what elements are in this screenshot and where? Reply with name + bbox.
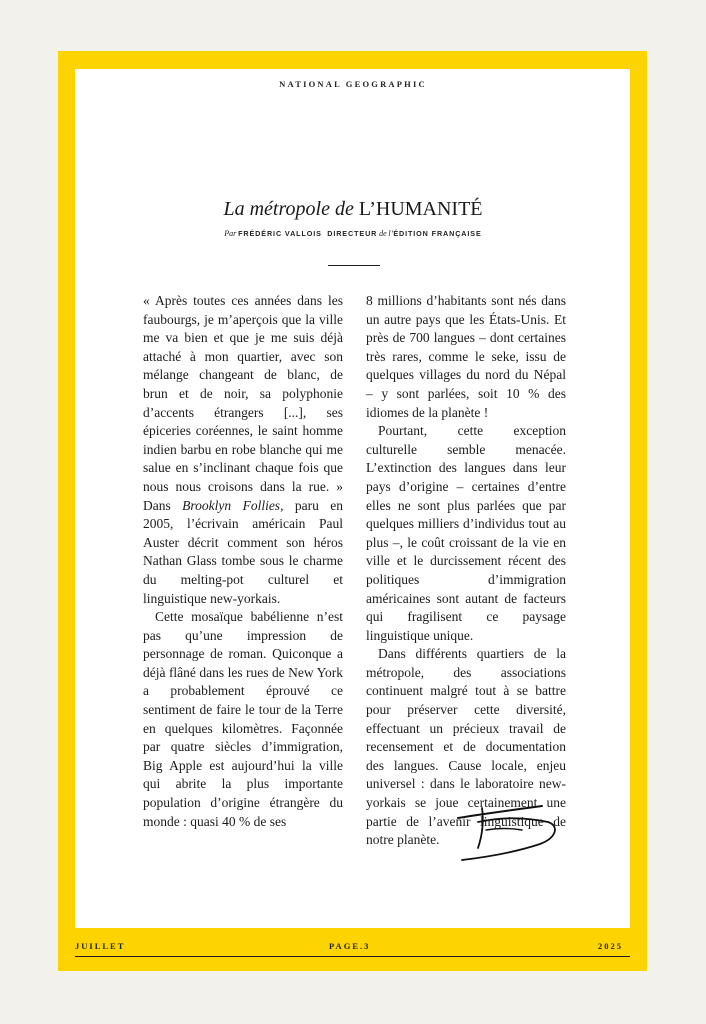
paragraph-2: Cette mosaïque babélienne n’est pas qu’une impression de personnage de roman. Quiconque a déjà flâné dans les rues de New York a probablement éprouvé ce sentiment de faire le tour de la Terre en quelques kilomètres. Façonnée par quatre siècles d’immigration, Big Apple est aujourd’hui la ville qui abrite la plus importante population d’origine étrangère du monde : quasi 40 % de ses: [143, 609, 343, 829]
byline-author: FRÉDÉRIC VALLOIS: [238, 229, 322, 238]
byline-role: DIRECTEUR: [327, 229, 378, 238]
paragraph-2-continued: 8 millions d’habitants sont nés dans un autre pays que les États-Unis. Et près de 700 langues – dont certaines très rares, comme le seke, issu de quelques villages du nord du Népal – y sont parlées, soit 10 % des idiomes de la planète !: [366, 293, 566, 420]
title-caps-part: L’HUMANITÉ: [358, 198, 483, 220]
paragraph-1-end: , paru en 2005, l’écrivain américain Paul Auster décrit comment son héros Nathan Glass tombe sous le charme du melting-pot culturel et linguistique new-yorkais.: [143, 497, 344, 606]
footer-page-number: PAGE.3: [329, 941, 371, 951]
title-italic-part: La métropole de: [223, 198, 354, 220]
book-title: Brooklyn Follies: [182, 497, 281, 513]
byline-l-apos: l’: [388, 229, 394, 238]
footer-year: 2025: [598, 941, 623, 951]
article-column-right: [366, 292, 566, 850]
byline: [0, 229, 706, 238]
article-title: [0, 198, 706, 221]
paragraph-1: [143, 292, 343, 608]
paragraph-4: Dans différents quartiers de la métropole, des associations continuent malgré tout à se battre pour préserver cette diversité, effectuant un précieux travail de recensement et de documentation des langues. Cause locale, enjeu universel : dans le laboratoire new-yorkais se joue certainement une partie de l’avenir linguistique de notre planète.: [366, 646, 566, 848]
footer-rule: [75, 956, 630, 957]
byline-par: Par: [224, 229, 237, 238]
paragraph-3: Pourtant, cette exception culturelle semble menacée. L’extinction des langues dans leur pays d’origine – certaines d’entre elles ne sont plus parlées que par quelques milliers d’individus tout au plus –, le coût croissant de la vie en ville et le durcissement récent des politiques d’immigration américaines sont autant de facteurs qui fragilisent ce paysage linguistique unique.: [366, 423, 566, 643]
byline-de: de: [379, 229, 387, 238]
byline-edition: ÉDITION FRANÇAISE: [393, 229, 482, 238]
footer-month: JUILLET: [75, 941, 126, 951]
title-divider: [328, 265, 380, 266]
paragraph-1-quote: « Après toutes ces années dans les faubourgs, je m’aperçois que la ville me va bien et que je me suis déjà attaché à mon quartier, avec son mélange changeant de blanc, de brun et de noir, sa polyphonie d’accents étrangers [...], ses épiceries coréennes, le saint homme indien barbu en robe blanche qui me salue en s’inclinant chaque fois que nous nous croisons dans la rue. » Dans: [143, 293, 343, 513]
masthead: NATIONAL GEOGRAPHIC: [279, 79, 427, 89]
article-column-left: [143, 292, 343, 831]
signature-icon: [452, 798, 570, 864]
